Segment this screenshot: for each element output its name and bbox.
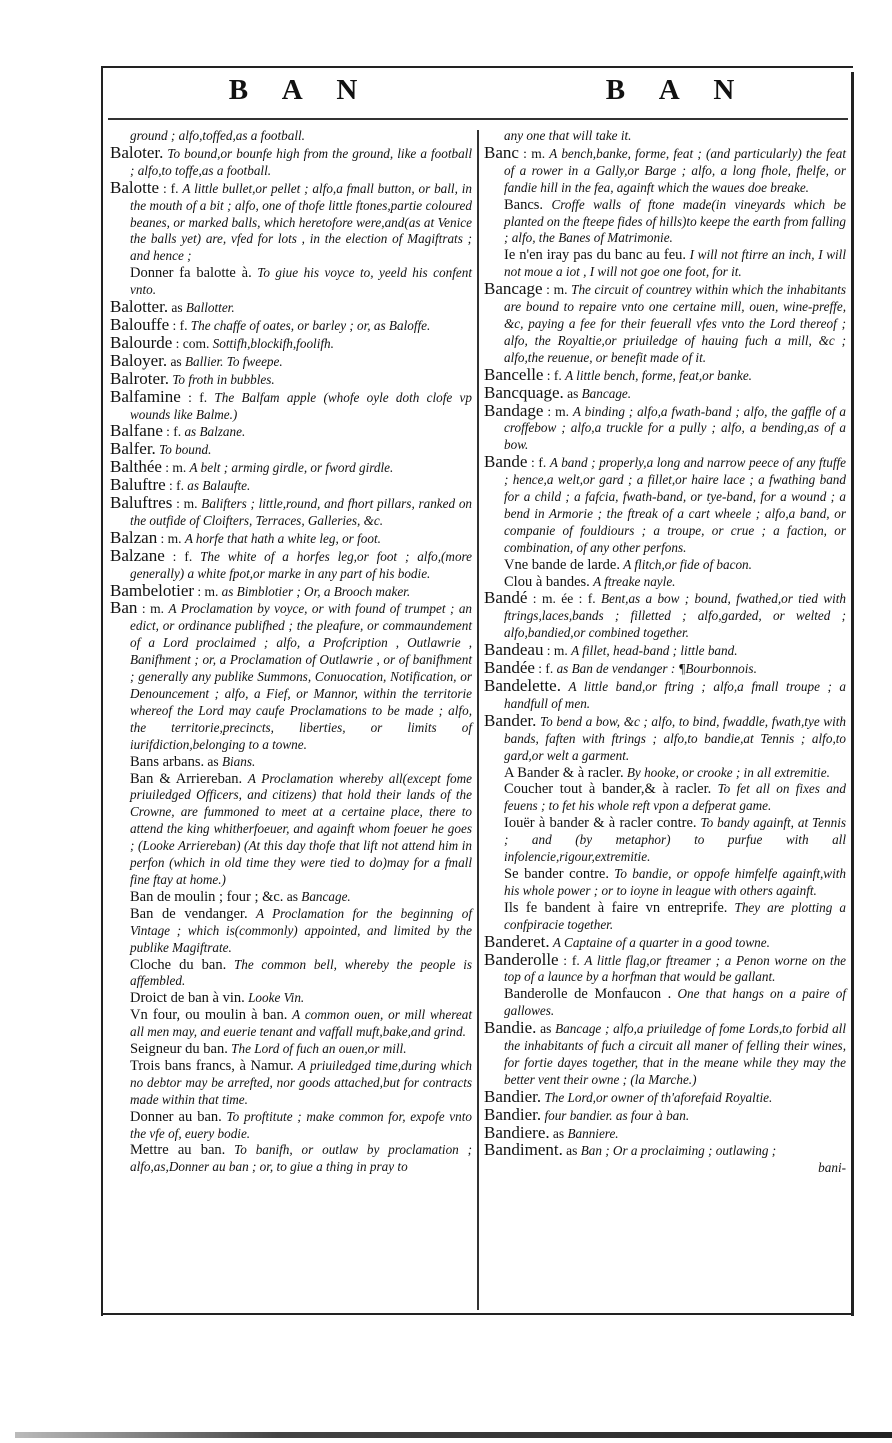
grammar-label: as: [171, 300, 183, 316]
definition: Bancage.: [581, 385, 632, 401]
bottom-rule: [101, 1313, 853, 1315]
headword: Ban & Arriereban.: [130, 770, 243, 787]
headword: Ban: [110, 598, 138, 618]
headword: Balzane: [110, 545, 165, 565]
headword: Vne bande de larde.: [504, 556, 620, 573]
headword: Clou à bandes.: [504, 573, 590, 590]
dictionary-entry: [484, 281, 846, 367]
grammar-label: : m.: [176, 496, 198, 512]
grammar-label: : f.: [531, 455, 547, 471]
headword: Droict de ban à vin.: [130, 990, 245, 1007]
grammar-label: : f.: [563, 952, 580, 968]
grammar-label: as: [552, 1125, 565, 1141]
definition: A ftreake nayle.: [593, 573, 676, 589]
headword: Banderolle: [484, 949, 559, 969]
headword: Bancage: [484, 279, 543, 299]
dictionary-entry: [110, 142, 473, 180]
definition: To froth in bubbles.: [172, 371, 275, 387]
dictionary-entry: [110, 495, 472, 530]
definition: as Balaufte.: [187, 478, 251, 494]
definition: To banifh, or outlaw by proclamation ; alfo,as,Donner au ban ; or, to giue a thing in pray to: [130, 1142, 472, 1175]
definition: A bench,banke, forme, feat ; (and particularly) the feat of a rower in a Gally,or Barge ; alfo, a long fhole, fhelfe, or fandie hill in the fea, againft which the waues doe breake.: [504, 145, 847, 195]
headword: Ie n'en iray pas du banc au feu.: [504, 247, 687, 264]
dictionary-entry: [484, 1142, 846, 1160]
definition: The Lord of fuch an ouen,or mill.: [231, 1041, 407, 1057]
headword: Trois bans francs, à Namur.: [130, 1057, 294, 1074]
dictionary-subentry: [110, 265, 472, 299]
definition: The white of a horfes leg,or foot ; alfo,(more generally) a white fpot,or marke in any part of his bodie.: [130, 548, 473, 581]
definition: A little bench, forme, feat,or banke.: [565, 367, 752, 383]
definition: Sottifh,blockifh,foolifh.: [212, 335, 334, 351]
frame-right-rule: [851, 72, 854, 1316]
definition: By hooke, or crooke ; in all extremitie.: [626, 764, 830, 780]
left-column: [110, 128, 472, 1176]
definition: To bound.: [159, 442, 212, 458]
dictionary-entry: [484, 590, 846, 642]
dictionary-entry: [484, 678, 846, 713]
headword: Donner fa balotte à.: [130, 265, 252, 282]
headword: Mettre au ban.: [130, 1142, 226, 1159]
definition: To giue his voyce to, yeeld his confent vnto.: [130, 265, 472, 298]
headword: Banc: [484, 142, 519, 162]
grammar-label: : f.: [166, 424, 182, 440]
headword: Balfane: [110, 421, 163, 441]
definition: four bandier. as four à ban.: [544, 1107, 690, 1123]
dictionary-subentry: [110, 957, 472, 991]
headword: Bandeau: [484, 640, 544, 660]
scan-edge: [15, 1432, 892, 1438]
headword: Donner au ban.: [130, 1108, 222, 1125]
definition: Ballier. To fweepe.: [184, 353, 283, 369]
grammar-label: : m.: [523, 145, 546, 161]
definition: To bandie, or oppofe himfelfe againft,with his whole power ; or to ioyne in league with others againft.: [504, 865, 847, 898]
definition: To bound,or bounfe high from the ground, like a football ; alfo,to toffe,as a football.: [130, 145, 473, 178]
dictionary-entry: [484, 400, 847, 455]
headword: Seigneur du ban.: [130, 1041, 228, 1058]
headword: Cloche du ban.: [130, 956, 227, 973]
definition: A little band,or ftring ; alfo,a fmall troupe ; a handfull of men.: [504, 679, 847, 711]
grammar-label: as: [207, 753, 219, 769]
headword: Balroter.: [110, 368, 170, 388]
dictionary-entry: [484, 142, 847, 197]
definition: Bancage ; alfo,a priuiledge of fome Lords,to forbid all the inhabitants of fuch a circuit all maner of felling their wines, for fortie dayes together, that in the meane while they may the better vent their owne ; (la Marche.): [504, 1021, 847, 1087]
entry-continuation: [110, 128, 472, 145]
definition: as Bimblotier ; Or, a Brooch maker.: [221, 583, 411, 599]
grammar-label: as: [567, 385, 579, 401]
dictionary-entry: [110, 600, 472, 753]
grammar-label: : f.: [546, 367, 562, 383]
dictionary-entry: [110, 386, 473, 424]
headword: Se bander contre.: [504, 865, 609, 882]
definition: as Ban de vendanger : ¶Bourbonnois.: [556, 661, 757, 677]
grammar-label: : m.: [197, 583, 219, 599]
running-head-right: B A N: [605, 74, 749, 106]
dictionary-entry: [484, 454, 846, 556]
definition: A little bullet,or pellet ; alfo,a fmall button, or ball, in the mouth of a bit ; alfo, one of thofe little ftones,partie coloured beanes, or marked balls, which heretofore were,and(as at Venice the balls yet) are, vfed for lots , in the election of Magiftrats ; and hence ;: [130, 180, 472, 264]
definition: A fillet, head-band ; little band.: [571, 643, 738, 659]
definition: A binding ; alfo,a fwath-band ; alfo, the gaffle of a croffebow ; alfo,a truckle for a pully ; alfo, a bending,as of a bow.: [504, 403, 847, 453]
dictionary-entry: [110, 441, 472, 459]
dictionary-subentry: [110, 1058, 472, 1109]
entry-continuation: [484, 128, 846, 145]
definition: A flitch,or fide of bacon.: [623, 556, 752, 572]
definition: A little flag,or ftreamer ; a Penon worne on the top of a launce by a horfman that would be gallant.: [504, 952, 847, 985]
headword: Balotte: [110, 177, 160, 197]
headword: Bander.: [484, 710, 537, 730]
headword: Ils fe bandent à faire vn entreprife.: [504, 899, 728, 916]
definition: The Balfam apple (whofe oyle doth clofe vp wounds like Balme.): [130, 389, 473, 422]
grammar-label: as: [286, 888, 298, 904]
headword: Bancquage.: [484, 382, 564, 402]
grammar-label: : f.: [538, 661, 554, 677]
headword: Ban de moulin ; four ; &c.: [130, 888, 284, 905]
definition: To proftitute ; make common for, expofe vnto the vfe of, euery bodie.: [130, 1108, 473, 1141]
grammar-label: as: [540, 1021, 552, 1037]
grammar-label: : f.: [172, 317, 188, 333]
header-rule: [108, 118, 848, 120]
definition: as Balzane.: [184, 424, 246, 440]
dictionary-subentry: [484, 815, 846, 866]
definition: One that hangs on a paire of gallowes.: [504, 986, 846, 1019]
headword: Bande: [484, 452, 528, 472]
definition: To bandy againft, at Tennis ; and (by metaphor) to purfue with all infolencie,rigour,extremitie.: [504, 815, 847, 865]
definition: A priuiledged time,during which no debtor may be arrefted, nor goods attached,but for contracts made within that time.: [130, 1057, 473, 1107]
headword: Bandiere.: [484, 1122, 550, 1142]
headword: Bans arbans.: [130, 753, 205, 770]
headword: Ban de vendanger.: [130, 905, 248, 922]
headword: Bancelle: [484, 364, 544, 384]
headword: Bambelotier: [110, 580, 195, 600]
dictionary-subentry: [484, 900, 846, 934]
dictionary-entry: [484, 642, 846, 660]
definition: ground ; alfo,toffed,as a football.: [130, 128, 305, 143]
dictionary-subentry: [484, 197, 846, 248]
definition: A Proclamation by voyce, or with found of trumpet ; an edict, or ordinance publifhed ; the pleafure, or commaundement of a Lord proclaimed ; alfo, a Profcription , Outlawrie , Banifhment ; or, a Proclamation of Outlawrie , or of banifhment ; generally any publike Summons, Conuocation, Notification, or Denouncement ; alfo, a Fief, or Mannor, within the territorie whereof the Lord may caufe Proclamations to be made ; alfo, the territorie,precincts, liberties, or limits of iurifdiction,belonging to a towne.: [130, 601, 473, 752]
running-head-left: B A N: [228, 74, 372, 106]
headword: Balfer.: [110, 439, 156, 459]
definition: To bend a bow, &c ; alfo, to bind, fwaddle, fwath,tye with bands, faften with ftrings ; alfo,to bandie,at Tennis ; alfo,to gard,or welt a garment.: [504, 713, 847, 763]
headword: Baluftres: [110, 493, 173, 513]
dictionary-subentry: [110, 1007, 472, 1041]
definition: Bancage.: [301, 888, 351, 904]
grammar-label: : m. ée : f.: [532, 591, 596, 607]
dictionary-entry: [484, 710, 847, 765]
headword: Balthée: [110, 457, 162, 477]
grammar-label: : m.: [546, 282, 568, 298]
grammar-label: : m.: [547, 403, 569, 419]
headword: Vn four, ou moulin à ban.: [130, 1007, 288, 1024]
grammar-label: : f.: [188, 389, 208, 405]
headword: Bandiment.: [484, 1140, 563, 1160]
headword: Banderolle de Monfaucon .: [504, 986, 672, 1003]
headword: Baloyer.: [110, 350, 168, 370]
dictionary-subentry: [110, 906, 472, 957]
headword: Balotter.: [110, 297, 169, 317]
dictionary-subentry: [484, 574, 846, 591]
definition: Bent,as a bow ; bound, fwathed,or tied with ftrings,laces,bands ; filletted ; alfo,garded, or welted ; alfo,bandied,or combined together.: [504, 591, 847, 641]
headword: Bandelette.: [484, 676, 561, 695]
dictionary-subentry: [110, 1142, 472, 1176]
definition: Croffe walls of ftone made(in vineyards which be planted on the fteepe fides of hills)to keepe the earth from falling ; alfo, the Banes of Matrimonie.: [504, 196, 846, 246]
dictionary-subentry: [484, 866, 846, 900]
definition: Ballotter.: [185, 300, 235, 316]
headword: Balfamine: [110, 386, 181, 406]
dictionary-subentry: [484, 557, 846, 574]
dictionary-subentry: [484, 247, 846, 281]
top-rule: [101, 66, 853, 68]
dictionary-subentry: [110, 889, 472, 906]
dictionary-subentry: [110, 990, 472, 1007]
headword: Iouër à bander & à racler contre.: [504, 815, 697, 832]
headword: Bandage: [484, 400, 544, 420]
definition: The chaffe of oates, or barley ; or, as Baloffe.: [190, 317, 431, 333]
definition: A Proclamation whereby all(except fome priuiledged Officers, and citizens) that hold their lands of the Crowne, are fummoned to meet at a certaine place, there to attend the king whitherfoeuer, and againft whom foeuer he goes ; (Looke Arriereban) (At this day thofe that lift not attend him in perfon (which in old time they were tied to do)may for a fmall fine ftay at home.): [130, 770, 473, 887]
dictionary-entry: [484, 1020, 846, 1089]
dictionary-subentry: [110, 1109, 472, 1143]
dictionary-entry: [110, 423, 472, 441]
dictionary-subentry: [484, 781, 846, 815]
dictionary-entry: [110, 545, 473, 583]
definition: They are plotting a confpiracie together.: [504, 899, 846, 932]
headword: Baloter.: [110, 142, 164, 162]
grammar-label: : f.: [162, 180, 179, 196]
definition: A band ; properly,a long and narrow peece of any ftuffe ; hence,a welt,or gard ; a fillet,or haire lace ; a fwathing band for a child ; a fafcia, fwath-band, or tye-band, for a wound ; a bend in Armorie ; the ftreak of a cart wheele ; alfo,a band, or companie of fouldiours ; a troupe, or crue ; a faction, or combination, of any other perfons.: [504, 455, 847, 555]
definition: Ban ; Or a proclaiming ; outlawing ;: [580, 1143, 777, 1159]
column-divider: [477, 130, 479, 1310]
headword: Bandier.: [484, 1104, 542, 1124]
dictionary-subentry: [110, 1041, 472, 1058]
frame-left-rule: [101, 66, 103, 1316]
headword: Balourde: [110, 332, 173, 352]
definition: A Captaine of a quarter in a good towne.: [552, 934, 770, 950]
definition: To fet all on fixes and feuens ; to fet his whole reft vpon a defperat game.: [504, 781, 846, 814]
dictionary-subentry: [110, 754, 472, 771]
dictionary-subentry: [110, 771, 472, 889]
headword: A Bander & à racler.: [504, 764, 624, 781]
grammar-label: : f.: [169, 478, 184, 494]
dictionary-entry: [110, 177, 472, 266]
headword: Balzan: [110, 527, 158, 547]
right-column: [484, 128, 846, 1177]
dictionary-entry: [110, 580, 472, 601]
dictionary-subentry: [484, 765, 846, 782]
definition: A Proclamation for the beginning of Vintage ; which is(commonly) appointed, and limited by the publike Magiftrate.: [130, 905, 472, 955]
grammar-label: : m.: [141, 601, 165, 617]
definition: Balifters ; little,round, and fhort pillars, ranked on the outfide of Cloifters, Terraces, Galleries, &c.: [130, 496, 473, 528]
definition: Bians.: [221, 753, 256, 769]
definition: The Lord,or owner of th'aforefaid Royaltie.: [544, 1089, 773, 1105]
headword: Balouffe: [110, 314, 170, 334]
grammar-label: : com.: [175, 335, 210, 351]
headword: Bancs.: [504, 196, 544, 213]
headword: Bandée: [484, 658, 535, 678]
definition: A belt ; arming girdle, or fword girdle.: [189, 460, 394, 476]
definition: A horfe that hath a white leg, or foot.: [184, 530, 381, 546]
grammar-label: : m.: [160, 530, 182, 546]
definition: I will not ftirre an inch, I will not moue a iot , I will not goe one foot, for it.: [504, 247, 846, 280]
headword: Coucher tout à bander,& à racler.: [504, 781, 712, 798]
grammar-label: : m.: [165, 460, 187, 476]
headword: Bandie.: [484, 1018, 537, 1038]
grammar-label: as: [170, 353, 182, 369]
grammar-label: as: [566, 1143, 578, 1159]
definition: Looke Vin.: [248, 990, 305, 1006]
definition: Banniere.: [567, 1125, 619, 1141]
definition: The circuit of countrey within which the inhabitants are bound to repaire vnto one certaine mill, ouen, wine-preffe, &c, paying a fee for their feuerall vfes vnto the Lord thereof ; alfo, the Royaltie,or priuiledge of hauing fuch a mill, &c ; alfo,the reuenue, or benefit made of it.: [504, 282, 846, 365]
grammar-label: : f.: [172, 548, 193, 564]
headword: Bandier.: [484, 1086, 542, 1106]
headword: Banderet.: [484, 931, 550, 951]
dictionary-subentry: [484, 986, 846, 1020]
dictionary-entry: [484, 949, 847, 987]
headword: Bandé: [484, 588, 528, 608]
definition: A common ouen, or mill whereat all men may, and euerie tenant and vaffall muft,bake,and grind.: [130, 1007, 473, 1040]
definition: The common bell, whereby the people is affembled.: [130, 956, 472, 989]
headword: Baluftre: [110, 475, 166, 495]
definition: any one that will take it.: [504, 128, 632, 143]
catchword: bani-: [818, 1160, 846, 1176]
grammar-label: : m.: [546, 643, 568, 659]
